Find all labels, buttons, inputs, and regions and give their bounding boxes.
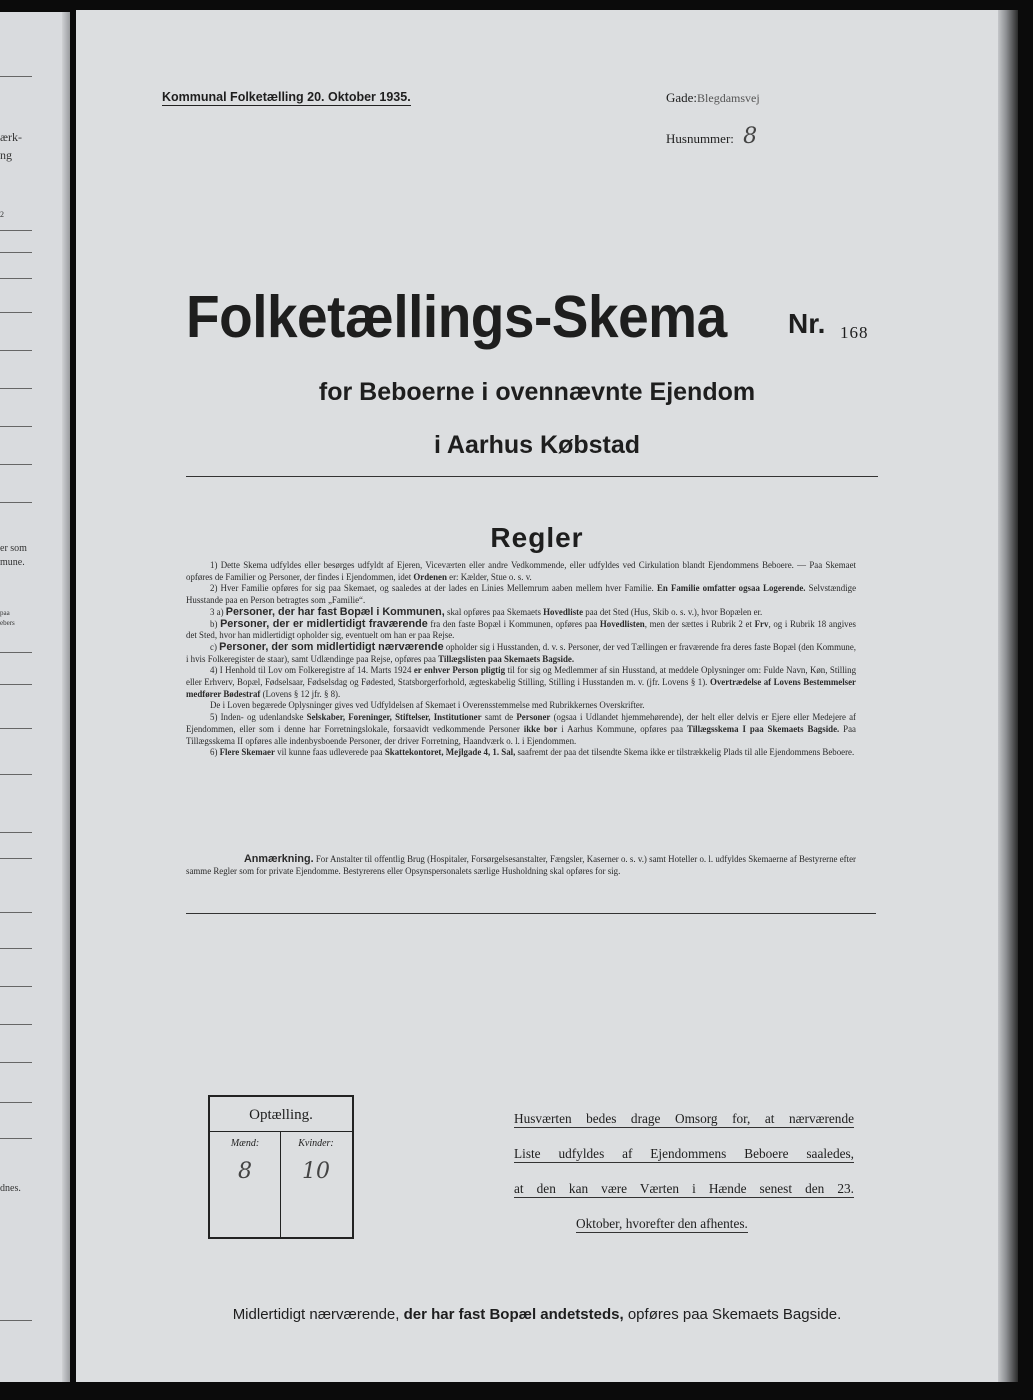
page-fold <box>62 12 70 1382</box>
margin-fragment: ng <box>0 148 12 162</box>
margin-rule <box>0 684 32 685</box>
margin-rule <box>0 350 32 351</box>
rule-3b: b) Personer, der er midlertidigt fraværende fra den faste Bopæl i Kommunen, opføres paa Hovedlisten, men der sættes i Rubrik 2 et Frv, og i Rubrik 18 angives det Sted, hvor han midlertidigt opholder sig, eventuelt om han er paa Rejse. <box>186 617 856 641</box>
margin-rule <box>0 388 32 389</box>
form-number-value: 168 <box>840 323 869 342</box>
form-subtitle-2: i Aarhus Købstad <box>433 431 641 459</box>
census-header: Kommunal Folketælling 20. Oktober 1935. <box>162 90 411 104</box>
margin-rule <box>0 832 32 833</box>
margin-rule <box>0 948 32 949</box>
margin-rule <box>0 774 32 775</box>
house-number-field <box>666 124 757 149</box>
margin-rule <box>0 1024 32 1025</box>
margin-rule <box>0 858 32 859</box>
left-page-margin <box>0 12 70 1382</box>
margin-rule <box>0 986 32 987</box>
margin-fragment: paa <box>0 609 10 617</box>
men-label: Mænd: <box>230 1138 260 1149</box>
divider <box>186 476 878 477</box>
margin-fragment: mune. <box>0 557 25 568</box>
men-count: 8 <box>238 1159 252 1184</box>
margin-fragment: ebers <box>0 619 15 627</box>
remark-label: Anmærkning. <box>244 853 314 865</box>
margin-fragment: er som <box>0 543 27 554</box>
count-box <box>208 1095 354 1239</box>
margin-rule <box>0 652 32 653</box>
rule-6: 6) Flere Skemaer vil kunne faas udleverede paa Skattekontoret, Mejlgade 4, 1. Sal, saafremt der paa det tilsendte Skema ikke er tilstrækkelig Plads til alle Ejendommens Beboere. <box>210 747 855 758</box>
women-count: 10 <box>302 1159 330 1184</box>
form-title: Folketællings-Skema <box>186 283 727 351</box>
rules-heading: Regler <box>490 522 584 553</box>
margin-rule <box>0 502 32 503</box>
census-form-page <box>76 10 998 1382</box>
rule-4: 4) I Henhold til Lov om Folkeregistre af 14. Marts 1924 er enhver Person pligtig til for sig og Medlemmer af sin Husstand, at meddele Oplysninger om: Fulde Navn, Køn, Stilling eller Erhverv, Bopæl, Fødselsaar, Fødselsdag og Fødested, Statsborgerforhold, ægteskabelig Stilling, Stilling i Husstanden m. v. (jfr. Lovens § 1). Overtrædelse af Lovens Bestemmelser medfører Bødestraf (Lovens § 12 jfr. § 8). <box>186 665 857 699</box>
street-value: Blegdamsvej <box>697 91 760 105</box>
margin-rule <box>0 76 32 77</box>
divider <box>186 913 876 914</box>
form-subtitle-1: for Beboerne i ovennævnte Ejendom <box>318 378 756 406</box>
rule-5: 5) Inden- og udenlandske Selskaber, Foreninger, Stiftelser, Institutioner samt de Personer (ogsaa i Udlandet hjemmehørende), der helt eller delvis er Ejere eller Medejere af Ejendommen, eller som i denne har Forretningslokale, forsaavidt vedkommende Personer ikke bor i Aarhus Kommune, opføres paa Tillægsskema I paa Skemaets Bagside. Paa Tillægsskema II opføres alle indenbysboende Personer, der driver Forretning, Haandværk o. l. i Ejendommen. <box>186 712 857 746</box>
margin-fragment: 2 <box>0 210 4 219</box>
notice-line: Husværten bedes drage Omsorg for, at nærværende <box>514 1111 854 1126</box>
rule-1: 1) Dette Skema udfyldes eller besørges udfyldt af Ejeren, Viceværten eller andre Vedkommende, eller udfyldes ved Cirkulation blandt Ejendommens Beboere. — Paa Skemaet opføres de Familier og Personer, der findes i Ejendommen, idet Ordenen er: Kælder, Stue o. s. v. <box>186 560 856 582</box>
count-heading: Optælling. <box>210 1097 352 1132</box>
margin-rule <box>0 278 32 279</box>
margin-rule <box>0 464 32 465</box>
rule-3a: 3 a) Personer, der har fast Bopæl i Kommunen, skal opføres paa Skemaets Hovedliste paa det Sted (Hus, Skib o. s. v.), hvor Bopælen er. <box>210 605 763 618</box>
footer-note: Midlertidigt nærværende, der har fast Bopæl andetsteds, opføres paa Skemaets Bagside. <box>232 1306 842 1323</box>
margin-rule <box>0 312 32 313</box>
women-column <box>281 1132 351 1237</box>
men-column <box>210 1132 281 1237</box>
margin-rule <box>0 426 32 427</box>
margin-fragment: dnes. <box>0 1183 21 1194</box>
notice-line: at den kan være Værten i Hænde senest den 23. <box>514 1181 854 1196</box>
margin-rule <box>0 1102 32 1103</box>
page-edge <box>998 10 1018 1382</box>
street-label: Gade: <box>666 90 698 105</box>
house-number-value: 8 <box>743 124 758 149</box>
remark-text: Anmærkning. For Anstalter til offentlig Brug (Hospitaler, Forsørgelsesanstalter, Fængsler, Kaserner o. s. v.) samt Hoteller o. l. udfyldes Skemaerne af Bestyrerne efter samme Regler som for private Ejendomme. Bestyrerens eller Opsynspersonalets særlige Husholdning skal opføres for sig. <box>186 853 856 876</box>
women-label: Kvinder: <box>298 1138 334 1149</box>
rule-3c: c) Personer, der som midlertidigt nærværende opholder sig i Husstanden, d. v. s. Personer, der ved Tællingen er fraværende fra deres faste Bopæl (den Kommune, i hvis Folkeregister de staar), samt Udlændinge paa Rejse, opføres paa Tillægslisten paa Skemaets Bagside. <box>186 640 857 664</box>
notice-line: Liste udfyldes af Ejendommens Beboere saaledes, <box>514 1146 854 1161</box>
house-number-label: Husnummer: <box>666 131 734 146</box>
margin-rule <box>0 912 32 913</box>
margin-rule <box>0 1138 32 1139</box>
notice-line: Oktober, hvorefter den afhentes. <box>576 1216 748 1231</box>
margin-rule <box>0 230 32 231</box>
margin-rule <box>0 252 32 253</box>
rule-2: 2) Hver Familie opføres for sig paa Skemaet, og saaledes at der lades en Linies Mellemrum aaben mellem hver Familie. En Familie omfatter ogsaa Logerende. Selvstændige Husstande paa en Person betragtes som „Familie“. <box>186 583 857 606</box>
form-number-label: Nr. <box>788 308 826 339</box>
margin-fragment: ærk- <box>0 130 22 144</box>
margin-rule <box>0 1320 32 1321</box>
margin-rule <box>0 728 32 729</box>
street-field <box>666 90 760 106</box>
margin-rule <box>0 1062 32 1063</box>
rule-4b: De i Loven begærede Oplysninger gives ved Udfyldelsen af Skemaet i Overensstemmelse med Rubrikkernes Overskrifter. <box>210 700 645 711</box>
rules-text <box>186 560 856 759</box>
